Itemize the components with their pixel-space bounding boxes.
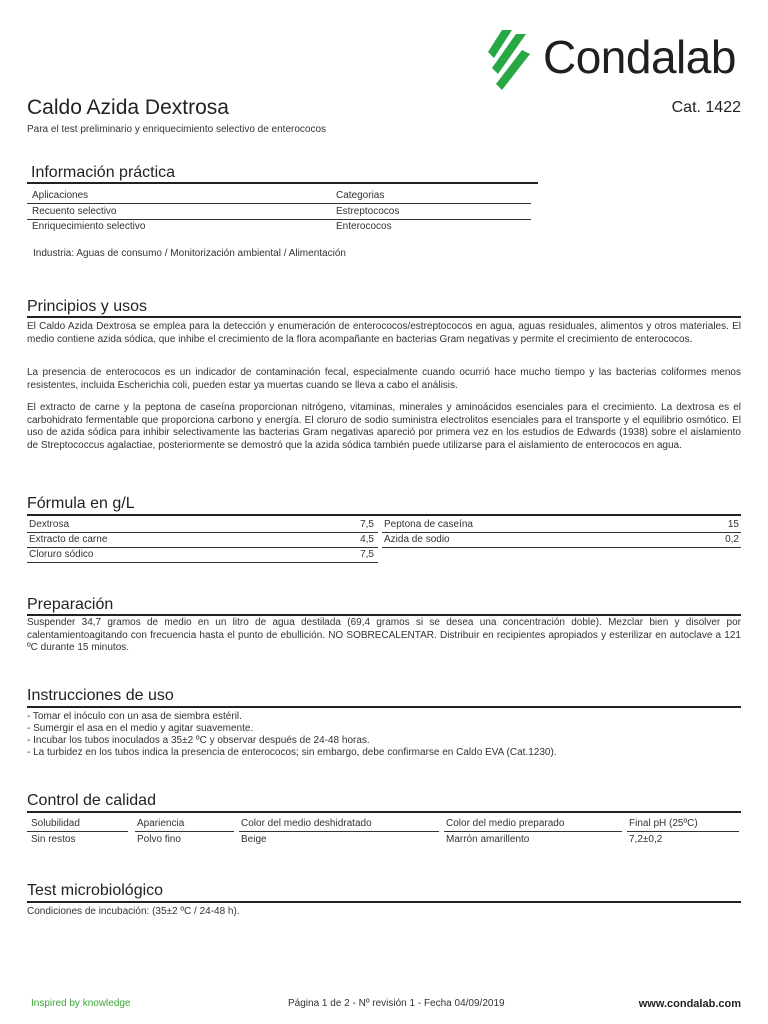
- formula-row: [382, 518, 741, 533]
- micro-heading-rule: [27, 901, 741, 903]
- quality-header-cell: Apariencia: [137, 818, 185, 829]
- micro-heading: Test microbiológico: [27, 882, 164, 899]
- quality-header-cell: Color del medio preparado: [446, 818, 565, 829]
- ingredient-value: 7,5: [360, 549, 374, 560]
- condalab-logo-icon: [488, 28, 532, 92]
- ingredient-name: Extracto de carne: [29, 534, 108, 545]
- ingredient-value: 0,2: [725, 534, 739, 545]
- quality-value-cell: Marrón amarillento: [446, 834, 530, 845]
- quality-header-cell: Solubilidad: [31, 818, 80, 829]
- quality-heading: Control de calidad: [27, 792, 156, 809]
- ingredient-value: 7,5: [360, 519, 374, 530]
- industry-text: Industria: Aguas de consumo / Monitorización ambiental / Alimentación: [33, 248, 346, 259]
- info-heading-rule: [27, 182, 538, 184]
- brand-logo: [488, 28, 743, 92]
- formula-row: [27, 518, 378, 533]
- formula-row: [27, 548, 378, 563]
- principles-heading: Principios y usos: [27, 298, 148, 315]
- categories-header: Categorias: [336, 190, 385, 201]
- quality-rule: [239, 831, 439, 832]
- quality-heading-rule: [27, 811, 741, 813]
- instruction-line: - Tomar el inóculo con un asa de siembra estéril.: [27, 711, 242, 722]
- instructions-heading: Instrucciones de uso: [27, 687, 174, 704]
- ingredient-name: Dextrosa: [29, 519, 70, 530]
- info-table-header: [27, 189, 531, 204]
- formula-heading: Fórmula en g/L: [27, 495, 135, 512]
- formula-heading-rule: [27, 514, 741, 516]
- ingredient-name: Cloruro sódico: [29, 549, 94, 560]
- quality-value-cell: Beige: [241, 834, 267, 845]
- footer-page-info: Página 1 de 2 - Nº revisión 1 - Fecha 04/09/2019: [288, 998, 505, 1009]
- quality-table-header: [27, 817, 741, 832]
- category-cell: Estreptococos: [336, 206, 400, 217]
- quality-value-cell: 7,2±0,2: [629, 834, 663, 845]
- footer-website-link[interactable]: www.condalab.com: [638, 998, 741, 1010]
- application-cell: Enriquecimiento selectivo: [32, 221, 146, 232]
- principles-heading-rule: [27, 316, 741, 318]
- info-heading: Información práctica: [31, 164, 176, 181]
- instruction-line: - La turbidez en los tubos indica la presencia de enterococos; sin embargo, debe confirmarse en Caldo EVA (Cat.1230).: [27, 747, 557, 758]
- ingredient-value: 4,5: [360, 534, 374, 545]
- page-title: Caldo Azida Dextrosa: [27, 96, 229, 119]
- application-cell: Recuento selectivo: [32, 206, 117, 217]
- table-row: [27, 205, 531, 220]
- quality-rule: [135, 831, 234, 832]
- quality-rule: [27, 831, 128, 832]
- catalog-number: Cat. 1422: [671, 99, 741, 116]
- quality-value-cell: Sin restos: [31, 834, 76, 845]
- quality-header-cell: Final pH (25ºC): [629, 818, 698, 829]
- table-row: [27, 220, 531, 235]
- ingredient-name: Peptona de caseína: [384, 519, 473, 530]
- quality-rule: [627, 831, 739, 832]
- preparation-text: Suspender 34,7 gramos de medio en un litro de agua destilada (69,4 gramos si se desea una concentración doble). Mezclar bien y disolver por calentamientoagitando con frecuencia hasta el punto de ebullición. NO SOBRECALENTAR. Distribuir en recipientes apropiados y esterilizar en autoclave a 121 ºC durante 15 minutos.: [27, 617, 741, 654]
- category-cell: Enterococos: [336, 221, 392, 232]
- formula-rule: [382, 547, 741, 548]
- quality-value-cell: Polvo fino: [137, 834, 181, 845]
- principles-paragraph: La presencia de enterococos es un indicador de contaminación fecal, especialmente cuando ocurrió hace mucho tiempo y las bacterias coliformes menos resistentes, incluida Escherichia coli, pueden estar ya muertas cuando se lleva a cabo el análisis.: [27, 367, 741, 391]
- brand-name: Condalab: [543, 31, 736, 83]
- ingredient-name: Azida de sodio: [384, 534, 450, 545]
- quality-header-cell: Color del medio deshidratado: [241, 818, 372, 829]
- formula-row: [382, 533, 741, 548]
- formula-row: [27, 533, 378, 548]
- info-table-rule: [27, 203, 531, 204]
- preparation-heading: Preparación: [27, 596, 114, 613]
- incubation-text: Condiciones de incubación: (35±2 ºC / 24-48 h).: [27, 906, 240, 917]
- instruction-line: - Incubar los tubos inoculados a 35±2 ºC y observar después de 24-48 horas.: [27, 735, 370, 746]
- instruction-line: - Sumergir el asa en el medio y agitar suavemente.: [27, 723, 254, 734]
- formula-rule: [27, 562, 378, 563]
- page-subtitle: Para el test preliminario y enriquecimiento selectivo de enterococos: [27, 124, 327, 135]
- instructions-heading-rule: [27, 706, 741, 708]
- principles-paragraph: El Caldo Azida Dextrosa se emplea para la detección y enumeración de enterococos/estreptococos en agua, aguas residuales, alimentos y otros materiales. El medio contiene azida sódica, que inhibe el crecimiento de la flora acompañante en bacterias Gram negativas y permite el crecimiento de enterococos.: [27, 321, 741, 345]
- table-row: [27, 833, 741, 848]
- footer-tagline: Inspired by knowledge: [31, 998, 131, 1009]
- quality-rule: [444, 831, 622, 832]
- principles-paragraph: El extracto de carne y la peptona de caseína proporcionan nitrógeno, vitaminas, minerales y aminoácidos esenciales para el crecimiento. La dextrosa es el carbohidrato fermentable que proporciona carbono y energía. El cloruro de sodio suministra electrolitos esenciales para el transporte y el equilibrio osmótico. El uso de azida sódica para inhibir selectivamente las bacterias Gram negativas apareció por primera vez en los estudios de Edwards (1938) sobre el aislamiento de Streptococcus agalactiae, posteriormente se demostró que la azida sódica también puede utilizarse para el aislamiento de enterococos en agua.: [27, 402, 741, 451]
- applications-header: Aplicaciones: [32, 190, 89, 201]
- preparation-heading-rule: [27, 614, 741, 616]
- ingredient-value: 15: [727, 519, 739, 530]
